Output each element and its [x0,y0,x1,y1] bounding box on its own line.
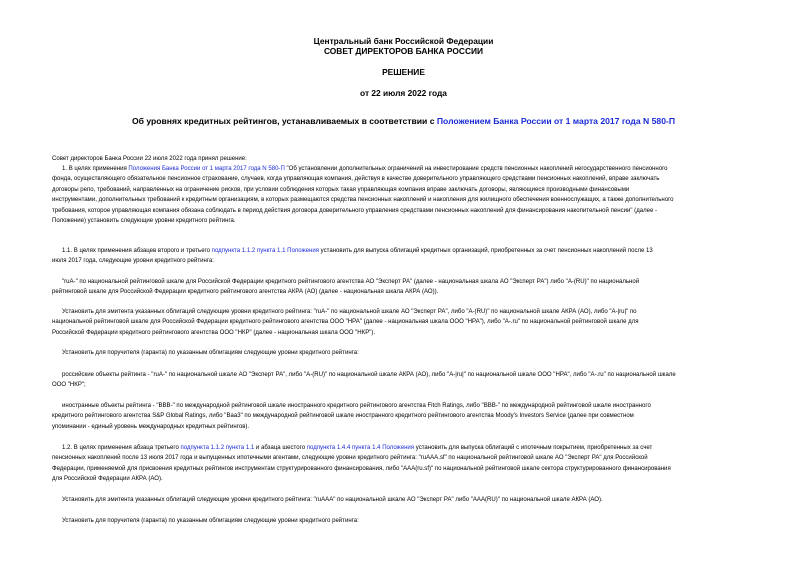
p1-line-2: фонда, осуществляющего обязательное пенсионное страхование, случаев, когда управляющая компания, действуя в качестве доверительного управляющего средствами пенсионных накоплений, вправе заключать [52,176,660,183]
link-subclause-1-4-4[interactable]: подпункта 1.4.4 пункта 1.4 Положения [306,445,415,451]
issuer-line-1: Установить для эмитента указанных облигаций следующие уровни кредитного рейтинга: "ruA-" по национальной шкале АО "Эксперт РА", либо "A-(RU)" по национальной шкале АКРА (АО), либо "A-|ru|" по [62,309,637,315]
p1-line-5: требования, которое управляющая компания обязана соблюдать в период действия договора доверительного управления средствами пенсионных накоплений для финансирования накопительной пенсии" (далее - [52,207,658,214]
paragraph-1 [52,164,772,226]
paragraph-russian-objects [52,370,772,391]
ruA-line-2: рейтинговой шкале для Российской Федерации кредитного рейтингового агентства АКРА (АО) (далее - национальная шкала АКРА (АО)). [52,289,439,296]
p12-line-4: для Российской Федерации АКРА (АО). [52,476,163,483]
link-subclause-1-1-2-b[interactable]: подпункта 1.1.2 пункта 1.1 [180,445,255,451]
paragraph-guarantor [52,348,772,358]
link-regulation-580p[interactable]: Положения Банка России от 1 марта 2017 года N 580-П [128,166,285,172]
issuer-line-2: национальной рейтинговой шкале для Российской Федерации кредитного рейтингового агентства ООО "НРА" (далее - национальная шкала ООО "НРА"), либо "A-.ru" по национальной рейтинговой шкале для [52,319,639,326]
russian-line-2: ООО "НКР"; [52,382,86,389]
page-title [0,116,807,127]
p1-line-4: инструментами, дополнительных требований к кредитным организациям, в которых размещаются средства пенсионных накоплений и накопления для жилищного обеспечения военнослужащих, а также дополнительного [52,197,674,204]
document-type: РЕШЕНИЕ [382,67,425,77]
document-date: от 22 июля 2022 года [360,88,447,98]
p11-line-2: июля 2017 года, следующие уровни кредитного рейтинга: [52,258,214,265]
ruA-line-1: "ruA-" по национальной рейтинговой шкале для Российской Федерации кредитного рейтингового агентства АО "Эксперт РА" (далее - национальная шкала АО "Эксперт РА") либо "A-(RU)" по национальной [62,279,640,285]
p1-line-1: 1. В целях применения Положения Банка России от 1 марта 2017 года N 580-П "Об установлении дополнительных ограничений на инвестирование средств пенсионных накоплений негосударственного пенсионного [62,166,668,172]
p12-line-3: Федерации, применяемой для присвоения кредитных рейтингов инструментам структурированного финансирования, либо "AAA(ru.sf)" по национальной рейтинговой шкале сектора структурированного финансирования [52,465,671,472]
issuer-line-3: Российской Федерации кредитного рейтингового агентства ООО "НКР" (далее - национальная шкала ООО "НКР"). [52,329,376,336]
p12-line-1: 1.2. В целях применения абзаца третьего подпункта 1.1.2 пункта 1.1 и абзаца шестого подпункта 1.4.4 пункта 1.4 Положения установить для выпуска облигаций с ипотечным покрытием, приобретенных за счет [62,445,653,451]
paragraph-foreign-objects [52,401,772,432]
paragraph-1-1 [52,246,772,267]
guarantor2-line: Установить для поручителя (гаранта) по указанным облигациям следующие уровни кредитного рейтинга: [62,518,359,524]
p12-line-2: пенсионных накоплений после 13 июля 2017 года и выпущенных ипотечными агентами, следующие уровни кредитного рейтинга: "ruAAA.sf" по национальной рейтинговой шкале АО "Эксперт РА" для Российской [52,455,648,462]
foreign-line-3: упоминании - единый уровень международных кредитных рейтингов). [52,423,250,430]
p1-line-3: договоры репо, требований, направленных на ограничение рисков, при условии соблюдения которых такая управляющая компания вправе заключать договоры, являющиеся производными финансовыми [52,186,630,193]
russian-line-1: российские объекты рейтинга - "ruA-" по национальной шкале АО "Эксперт РА", либо "A-(RU)" по национальной шкале АКРА (АО), либо "A-|ru|" по национальной шкале ООО "НРА", либо "A-.ru" по национальной шкале [62,372,676,378]
guarantor-line: Установить для поручителя (гаранта) по указанным облигациям следующие уровни кредитного рейтинга: [62,350,359,356]
paragraph-1-2 [52,443,772,485]
foreign-line-1: иностранные объекты рейтинга - "BBB-" по международной рейтинговой шкале иностранного кредитного рейтингового агентства Fitch Ratings, либо "BBB-" по международной рейтинговой шкале иностранного [62,403,651,409]
issuer2-line: Установить для эмитента указанных облигаций следующие уровни кредитного рейтинга: "ruAAA" по национальной шкале АО "Эксперт РА" либо "AAA(RU)" по национальной шкале АКРА (АО). [62,497,603,503]
org-name: Центральный банк Российской Федерации [313,36,494,46]
foreign-line-2: кредитного рейтингового агентства S&P Global Ratings, либо "Baa3" по международной рейтинговой шкале иностранного кредитного рейтингового агентства Moody's Investors Service (далее при совместном [52,413,634,420]
paragraph-ruA-scale [52,277,772,298]
p1-line-6: Положение) установить следующие уровни кредитного рейтинга. [52,218,236,225]
p11-line-1: 1.1. В целях применения абзацев второго и третьего подпункта 1.1.2 пункта 1.1 Положения установить для выпуска облигаций кредитных организаций, приобретенных за счет пенсионных накоплений после 13 [62,248,653,254]
paragraph-issuer-ratings-2 [52,495,772,505]
paragraph-issuer-ratings [52,307,772,338]
title-text: Об уровнях кредитных рейтингов, устанавливаемых в соответствии с [131,116,437,126]
link-subclause-1-1-2[interactable]: подпункта 1.1.2 пункта 1.1 Положения [211,248,319,254]
board-name: СОВЕТ ДИРЕКТОРОВ БАНКА РОССИИ [323,46,484,56]
title-link-regulation-580p[interactable]: Положением Банка России от 1 марта 2017 года N 580-П [436,116,676,126]
intro-text: Совет директоров Банка России 22 июля 2022 года принял решение: [52,156,247,162]
intro-paragraph [52,154,772,164]
paragraph-guarantor-2 [52,516,772,526]
